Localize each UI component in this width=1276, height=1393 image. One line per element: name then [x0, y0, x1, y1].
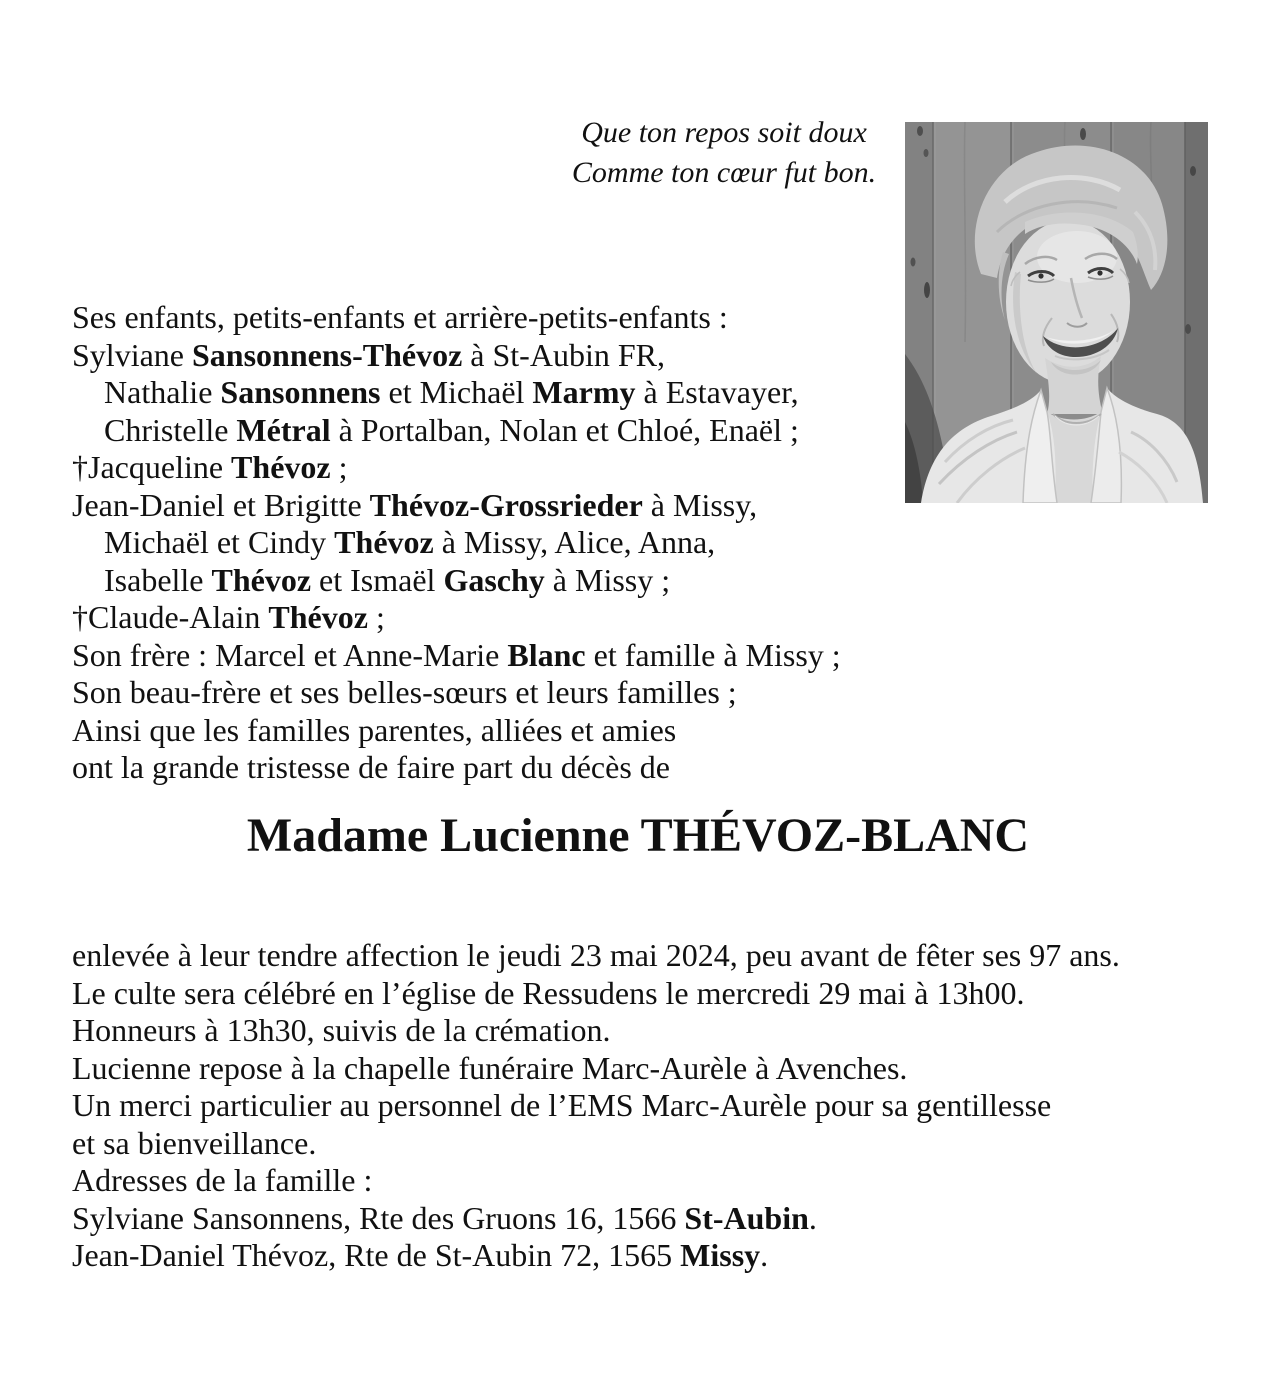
family-line [72, 674, 952, 712]
ceremony-details-block [72, 937, 1232, 1275]
text-segment: Thévoz [334, 524, 434, 560]
text-segment: Son beau-frère et ses belles-sœurs et leurs familles ; [72, 674, 737, 710]
epitaph-quote [556, 113, 892, 193]
text-segment: à Estavayer, [635, 374, 799, 410]
text-segment: Sansonnens [220, 374, 381, 410]
text-segment: Christelle [104, 411, 237, 448]
detail-line [72, 1012, 1232, 1050]
text-segment: Lucienne repose à la chapelle funéraire Marc-Aurèle à Avenches. [72, 1049, 908, 1086]
text-segment: Michaël et Cindy [104, 524, 335, 560]
deceased-name-title: Madame Lucienne THÉVOZ-BLANC [246, 809, 1030, 862]
text-segment: Son frère : Marcel et Anne-Marie [72, 636, 508, 673]
text-segment: Sylviane Sansonnens, Rte des Gruons 16, 1566 [72, 1199, 685, 1236]
text-segment: Jean-Daniel et Brigitte [72, 486, 370, 523]
detail-line [72, 1050, 1232, 1088]
text-segment: Marmy [532, 374, 636, 410]
epitaph-quote-line-1: Que ton repos soit doux [581, 116, 867, 149]
text-segment: et famille à Missy ; [585, 636, 841, 673]
text-segment: Adresses de la famille : [72, 1162, 373, 1198]
family-line [72, 599, 952, 637]
text-segment: à Missy ; [544, 561, 671, 598]
family-line [72, 637, 952, 675]
text-segment: Missy [680, 1237, 761, 1273]
detail-line [72, 1087, 1232, 1125]
text-segment: . [808, 1199, 817, 1236]
text-segment: ont la grande tristesse de faire part du décès de [72, 749, 670, 785]
family-line [72, 487, 952, 525]
family-line [72, 749, 952, 787]
family-line [72, 449, 952, 487]
text-segment: Thévoz-Grossrieder [369, 486, 643, 523]
text-segment: Un merci particulier au personnel de l’EMS Marc-Aurèle pour sa gentillesse [72, 1087, 1052, 1123]
text-segment: Sansonnens-Thévoz [191, 336, 463, 373]
text-segment: †Claude-Alain [72, 599, 269, 635]
detail-line [72, 1162, 1232, 1200]
text-segment: Isabelle [104, 561, 212, 598]
detail-line [72, 1125, 1232, 1163]
family-line [72, 299, 952, 337]
detail-line [72, 975, 1232, 1013]
text-segment: ; [330, 449, 348, 485]
family-line [72, 412, 952, 450]
detail-line [72, 937, 1232, 975]
text-segment: Jean-Daniel Thévoz, Rte de St-Aubin 72, 1565 [72, 1237, 681, 1273]
family-line [72, 562, 952, 600]
text-segment: Sylviane [72, 336, 192, 373]
text-segment: Nathalie [104, 374, 221, 410]
text-segment: à St-Aubin FR, [462, 336, 665, 373]
text-segment: †Jacqueline [72, 449, 232, 485]
text-segment: enlevée à leur tendre affection le jeudi 23 mai 2024, peu avant de fêter ses 97 ans. [72, 937, 1120, 973]
text-segment: Thévoz [231, 449, 331, 485]
text-segment: Thévoz [211, 561, 312, 598]
text-segment: ; [367, 599, 385, 635]
family-line [72, 374, 952, 412]
family-line [72, 524, 952, 562]
text-segment: à Missy, Alice, Anna, [433, 524, 716, 560]
text-segment: Honneurs à 13h30, suivis de la crémation. [72, 1012, 611, 1048]
text-segment: Le culte sera célébré en l’église de Ressudens le mercredi 29 mai à 13h00. [72, 974, 1025, 1011]
family-line [72, 712, 952, 750]
family-announcement-block [72, 299, 952, 787]
text-segment: et sa bienveillance. [72, 1124, 317, 1161]
text-segment: Ses enfants, petits-enfants et arrière-petits-enfants : [72, 299, 728, 335]
text-segment: St-Aubin [684, 1199, 809, 1236]
text-segment: et Michaël [380, 374, 533, 410]
detail-line [72, 1200, 1232, 1238]
text-segment: . [760, 1237, 769, 1273]
text-segment: Métral [236, 411, 331, 448]
text-segment: à Portalban, Nolan et Chloé, Enaël ; [330, 411, 799, 448]
epitaph-quote-line-2: Comme ton cœur fut bon. [571, 156, 877, 189]
family-line [72, 337, 952, 375]
text-segment: Gaschy [443, 561, 545, 598]
detail-line [72, 1237, 1232, 1275]
text-segment: à Missy, [642, 486, 758, 523]
text-segment: Thévoz [268, 599, 368, 635]
text-segment: Blanc [507, 636, 586, 673]
text-segment: et Ismaël [311, 561, 444, 598]
text-segment: Ainsi que les familles parentes, alliées et amies [72, 711, 677, 748]
